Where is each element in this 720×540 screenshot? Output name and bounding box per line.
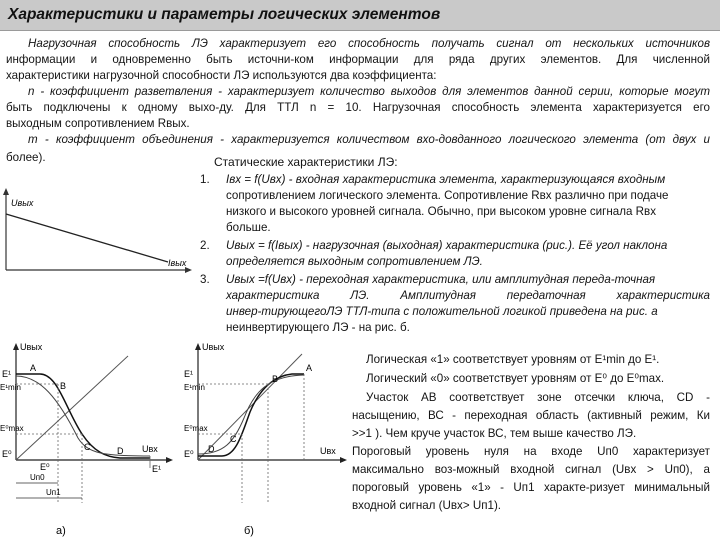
b-caption: б) — [244, 525, 254, 537]
item-3-line-4: неинвертирующего ЛЭ - на рис. б. — [226, 321, 410, 334]
item-2-number: 2. — [200, 239, 210, 252]
a-up1-label: Uп1 — [46, 488, 61, 497]
b-y-label: Uвых — [202, 342, 225, 352]
load-y-label: Uвых — [11, 198, 34, 208]
item-3-line-2: характеристика ЛЭ. Амплитудная передаточная характеристика — [226, 289, 710, 302]
load-characteristic-figure — [0, 186, 196, 276]
m-coef-line-2: более). — [6, 151, 46, 164]
page-title: Характеристики и параметры логических элементов — [8, 6, 441, 23]
a-caption: а) — [56, 525, 66, 537]
item-1-line-3: низкого и высокого уровней сигнала. Обычно, при высоком уровне сигнала Rвх — [226, 205, 656, 218]
levels-line-8: пороговый уровень «1» - Uп1 характе-ризует минимальный — [352, 481, 710, 494]
item-2-line-2: определяется выходным сопротивлением ЛЭ. — [226, 255, 483, 268]
b-e1-label: E¹ — [184, 369, 193, 379]
n-coef-line-1: n - коэффициент разветвления - характеризует количество выходов для элементов данной серии, которые могут — [28, 85, 710, 98]
transfer-figure-a — [0, 338, 182, 540]
levels-line-3: Участок АВ соответствует зоне отсечки ключа, CD - — [366, 391, 710, 404]
b-x-label: Uвх — [320, 446, 336, 456]
a-e0max-label: E⁰max — [0, 424, 24, 433]
item-2-line-1: Uвых = f(Iвых) - нагрузочная (выходная) характеристика (рис.). Её угол наклона — [226, 239, 668, 252]
n-coef-line-2: быть подключены к одному выхо-ду. Для ТТЛ n = 10. Нагрузочная способность элемента характеризуется его — [6, 101, 710, 114]
transfer-figure-b — [184, 338, 348, 540]
load-x-label: Iвых — [168, 258, 187, 268]
a-curve — [16, 374, 150, 458]
static-heading: Статические характеристики ЛЭ: — [214, 155, 398, 169]
a-e1-x-label: E¹ — [152, 464, 161, 474]
b-e1min-label: E¹min — [184, 383, 205, 392]
item-3-line-1: Uвых =f(Uвх) - переходная характеристика, или амплитудная переда-точная — [226, 273, 656, 286]
levels-line-6: Пороговый уровень нуля на входе Uп0 характеризует — [352, 445, 710, 458]
a-x-label: Uвх — [142, 444, 158, 454]
a-point-b: B — [60, 381, 67, 391]
b-curve-alt — [198, 375, 304, 454]
item-1-line-1: Iвх = f(Uвх) - входная характеристика элемента, характеризующаяся входным — [226, 173, 666, 186]
item-1-line-2: сопротивлением логического элемента. Сопротивление Rвх различно при подаче — [226, 189, 669, 202]
m-coef-line-1: m - коэффициент объединения - характеризуется количеством вхо-довданного логического элемента (от двух и — [28, 133, 710, 146]
a-e0-label: E⁰ — [2, 449, 12, 459]
b-e0max-label: E⁰max — [184, 424, 208, 433]
b-point-c: C — [230, 434, 237, 444]
title-bar — [0, 0, 720, 31]
b-point-b: B — [272, 374, 279, 384]
item-3-number: 3. — [200, 273, 210, 286]
a-y-label: Uвых — [20, 342, 43, 352]
a-up0-label: Uп0 — [30, 473, 45, 482]
levels-line-1: Логическая «1» соответствует уровням от E¹min до E¹. — [366, 353, 660, 366]
b-y-arrow — [195, 343, 201, 350]
item-3-line-3: инвер-тирующегоЛЭ ТТЛ-типа с положительной логикой приведена на рис. а — [226, 305, 658, 318]
item-1-number: 1. — [200, 173, 210, 186]
b-point-d: D — [208, 444, 215, 454]
intro-line-2: информации и одновременно быть источни-ком информации для ряда других элементов. Для численной — [6, 53, 710, 66]
a-e1-label: E¹ — [2, 369, 11, 379]
levels-line-2: Логический «0» соответствует уровням от E⁰ до E⁰max. — [366, 372, 665, 385]
a-curve-alt — [16, 376, 150, 456]
b-point-a: A — [306, 363, 313, 373]
a-point-d: D — [117, 446, 124, 456]
levels-line-7: максимально воз-можный входной сигнал (Uвх > Uп0), а — [352, 463, 710, 476]
a-point-c: C — [84, 442, 91, 452]
levels-line-4: насыщению, ВС - переходная область (активный режим, Ки — [352, 409, 710, 422]
intro-line-3: характеристики нагрузочной способности ЛЭ используются два коэффициента: — [6, 69, 437, 82]
b-x-arrow — [340, 457, 347, 463]
b-e0-label: E⁰ — [184, 449, 194, 459]
a-e0-x-label: E⁰ — [40, 462, 50, 472]
levels-line-5: >>1 ). Чем круче участок ВС, тем выше качество ЛЭ. — [352, 427, 637, 440]
intro-line-1: Нагрузочная способность ЛЭ характеризует его способность получать сигнал от нескольких источников — [28, 37, 710, 50]
a-x-arrow — [166, 457, 173, 463]
item-1-line-4: больше. — [226, 221, 271, 234]
load-line — [6, 214, 168, 262]
n-coef-line-3: выходным сопротивлением Rвых. — [6, 117, 190, 130]
a-point-a: A — [30, 363, 37, 373]
a-e1min-label: E¹min — [0, 383, 21, 392]
load-y-arrow — [3, 188, 9, 195]
levels-line-9: входной сигнал (Uвх> Uп1). — [352, 499, 502, 512]
a-y-arrow — [13, 343, 19, 350]
